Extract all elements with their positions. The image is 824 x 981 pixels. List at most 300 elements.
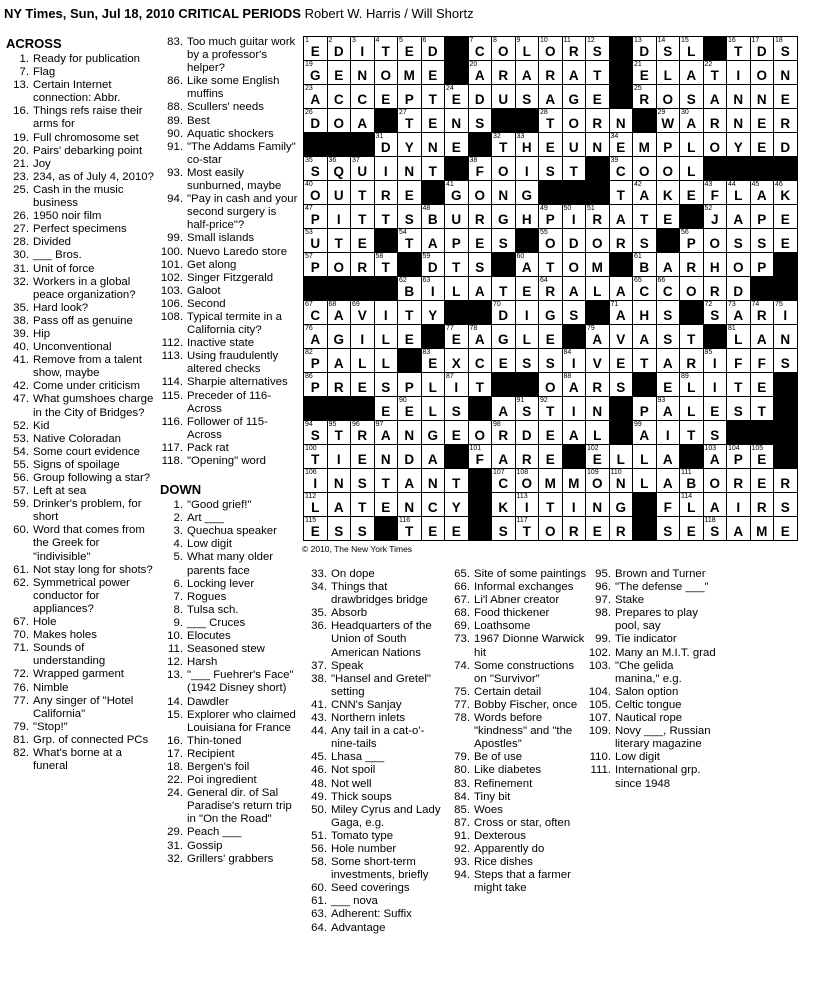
grid-cell	[609, 373, 633, 397]
grid-cell	[562, 349, 586, 373]
clue-text: Headquarters of the Union of South American Nations	[331, 620, 432, 659]
clue-item	[6, 616, 156, 629]
cell-letter: E	[381, 404, 391, 419]
grid-cell	[374, 157, 398, 181]
black-square	[727, 157, 751, 181]
clue-number: 91.	[167, 140, 183, 153]
clue-item	[304, 764, 447, 777]
cell-number: 96	[352, 421, 360, 428]
grid-cell	[515, 469, 539, 493]
clue-item	[447, 791, 587, 804]
cell-letter: E	[428, 68, 438, 83]
clue-item	[447, 633, 587, 659]
cell-letter: E	[757, 476, 767, 491]
clue-number: 52.	[13, 419, 29, 432]
clue-text: Symmetrical power conductor for appliances?	[33, 576, 130, 615]
cell-letter: E	[404, 188, 414, 203]
clue-text: Sounds of understanding	[33, 642, 106, 668]
clue-number: 1.	[173, 499, 183, 512]
clue-item	[6, 380, 156, 393]
clue-item	[447, 699, 587, 712]
grid-cell	[304, 253, 328, 277]
cell-letter: A	[756, 188, 767, 203]
cell-letter: K	[498, 500, 509, 515]
grid-cell	[374, 85, 398, 109]
grid-cell	[703, 181, 727, 205]
grid-cell	[468, 445, 492, 469]
clue-item	[6, 223, 156, 236]
cell-letter: S	[357, 476, 367, 491]
grid-cell	[680, 349, 704, 373]
clue-text: Drinker's problem, for short	[33, 498, 142, 524]
cell-number: 83	[422, 349, 431, 356]
cell-letter: A	[568, 380, 579, 395]
clue-text: "Stop!"	[33, 720, 68, 733]
grid-cell	[727, 301, 751, 325]
clue-text: Signs of spoilage	[33, 458, 120, 471]
clue-number: 20.	[13, 144, 29, 157]
grid-cell	[539, 61, 563, 85]
cell-letter: R	[474, 212, 485, 227]
clue-number: 76.	[13, 681, 29, 694]
clue-text: Hole number	[331, 842, 397, 855]
grid-cell	[327, 445, 351, 469]
black-square	[633, 373, 657, 397]
grid-cell	[750, 109, 774, 133]
black-square	[609, 85, 633, 109]
grid-cell	[492, 445, 516, 469]
grid-cell	[586, 253, 610, 277]
cell-letter: G	[615, 500, 626, 515]
grid-cell	[327, 301, 351, 325]
clue-text: Joy	[33, 157, 51, 170]
cell-letter: L	[522, 332, 531, 347]
cell-letter: A	[474, 332, 485, 347]
clue-item	[160, 128, 298, 141]
clue-item	[588, 686, 718, 699]
grid-cell	[562, 373, 586, 397]
clue-item	[304, 751, 447, 764]
clue-number: 13.	[13, 79, 29, 92]
clue-item	[588, 607, 718, 633]
cell-letter: H	[709, 260, 720, 275]
cell-number: 25	[634, 85, 642, 92]
cell-letter: G	[450, 188, 462, 203]
cell-letter: O	[309, 188, 321, 203]
clue-text: Certain Internet connection: Abbr.	[33, 79, 121, 105]
cell-letter: F	[475, 164, 484, 179]
cell-letter: N	[498, 188, 509, 203]
clue-item	[160, 630, 298, 643]
cell-letter: S	[451, 404, 461, 419]
clue-text: Recipient	[187, 747, 235, 760]
clue-item	[160, 696, 298, 709]
grid-cell	[351, 37, 375, 61]
cell-letter: E	[451, 332, 461, 347]
clue-text: Celtic tongue	[615, 698, 682, 711]
cell-letter: N	[615, 116, 626, 131]
copyright-notice: © 2010, The New York Times	[302, 544, 413, 554]
grid-cell	[656, 373, 680, 397]
cell-number: 30	[681, 109, 689, 116]
clue-item	[447, 581, 587, 594]
grid-cell	[351, 61, 375, 85]
cell-letter: T	[452, 476, 461, 491]
clue-number: 18.	[167, 760, 183, 773]
cell-letter: A	[310, 332, 321, 347]
cell-letter: D	[780, 140, 791, 155]
clue-number: 60.	[13, 524, 29, 537]
cell-number: 106	[305, 469, 317, 476]
clue-text: Words before "kindness" and "the Apostles"	[474, 712, 573, 751]
clue-number: 67.	[454, 594, 470, 607]
clue-text: Be of use	[474, 751, 523, 764]
black-square	[374, 229, 398, 253]
clue-item	[6, 53, 156, 66]
clue-item	[6, 171, 156, 184]
cell-letter: E	[757, 140, 767, 155]
grid-cell	[468, 349, 492, 373]
cell-letter: I	[524, 500, 529, 515]
clue-number: 92.	[454, 842, 470, 855]
grid-cell	[468, 325, 492, 349]
grid-cell	[468, 157, 492, 181]
grid-cell	[680, 37, 704, 61]
clue-text: Perfect specimens	[33, 223, 127, 236]
grid-cell	[374, 133, 398, 157]
clue-number: 61.	[13, 563, 29, 576]
grid-cell	[492, 421, 516, 445]
clue-item	[6, 328, 156, 341]
grid-cell	[515, 421, 539, 445]
clue-number: 99.	[167, 232, 183, 245]
clue-item	[160, 350, 298, 376]
cell-letter: A	[521, 260, 532, 275]
grid-cell	[327, 205, 351, 229]
cell-letter: U	[498, 92, 509, 107]
grid-cell	[327, 253, 351, 277]
clue-text: Divided	[33, 236, 71, 249]
clue-text: On dope	[331, 568, 375, 580]
clue-number: 35.	[13, 301, 29, 314]
grid-cell	[609, 157, 633, 181]
cell-number: 86	[305, 373, 313, 380]
cell-letter: E	[475, 236, 485, 251]
grid-cell	[586, 277, 610, 301]
black-square	[445, 445, 469, 469]
clue-text: Miley Cyrus and Lady Gaga, e.g.	[331, 803, 441, 829]
cell-letter: R	[545, 68, 556, 83]
grid-cell	[656, 277, 680, 301]
cell-letter: M	[591, 260, 603, 275]
cell-number: 41	[446, 181, 454, 188]
grid-cell	[539, 421, 563, 445]
cell-letter: O	[333, 260, 344, 275]
grid-cell	[421, 517, 445, 541]
clue-item	[160, 840, 298, 853]
cell-letter: B	[639, 260, 650, 275]
grid-cell	[304, 181, 328, 205]
cell-number: 74	[751, 301, 760, 308]
grid-cell	[633, 181, 657, 205]
clue-text: Seasoned stew	[187, 643, 265, 656]
cell-letter: A	[404, 476, 415, 491]
cell-letter: S	[780, 500, 790, 515]
grid-cell	[421, 493, 445, 517]
cell-letter: E	[498, 356, 508, 371]
grid-cell	[586, 229, 610, 253]
grid-cell	[680, 253, 704, 277]
grid-cell	[703, 109, 727, 133]
clue-text: Northern inlets	[331, 712, 406, 725]
grid-cell	[750, 85, 774, 109]
cell-letter: E	[545, 428, 555, 443]
clue-item	[6, 315, 156, 328]
grid-cell	[562, 61, 586, 85]
clue-item	[6, 105, 156, 131]
clue-number: 69.	[454, 620, 470, 633]
grid-cell	[421, 445, 445, 469]
clue-text: Typical termite in a California city?	[187, 310, 282, 337]
clue-text: International grp. since 1948	[615, 764, 701, 790]
clue-number: 83.	[167, 36, 183, 48]
grid-cell	[633, 349, 657, 373]
clue-list	[160, 499, 298, 866]
cell-number: 10	[540, 37, 548, 44]
grid-cell	[351, 181, 375, 205]
grid-cell	[304, 445, 328, 469]
grid-cell	[421, 37, 445, 61]
cell-number: 73	[728, 301, 736, 308]
black-square	[327, 277, 351, 301]
grid-cell	[656, 517, 680, 541]
cell-letter: S	[733, 236, 743, 251]
cell-letter: E	[780, 212, 790, 227]
cell-number: 3	[352, 37, 356, 44]
grid-cell	[750, 229, 774, 253]
cell-letter: A	[380, 428, 391, 443]
cell-number: 90	[399, 397, 407, 404]
clue-text: Hole	[33, 616, 57, 629]
clue-number: 71.	[13, 642, 29, 655]
clue-number: 116.	[161, 415, 183, 428]
clue-number: 72.	[13, 668, 29, 681]
clue-text: Remove from a talent show, maybe	[33, 354, 142, 380]
clue-number: 5.	[173, 551, 183, 564]
cell-number: 39	[610, 157, 619, 164]
cell-number: 33	[516, 133, 525, 140]
grid-cell	[492, 229, 516, 253]
grid-cell	[703, 133, 727, 157]
clue-number: 14.	[167, 695, 183, 708]
cell-letter: I	[524, 308, 529, 323]
cell-letter: D	[310, 116, 321, 131]
cell-letter: T	[381, 476, 390, 491]
cell-letter: D	[474, 92, 485, 107]
cell-letter: C	[498, 476, 509, 491]
clue-text: Get along	[187, 258, 237, 271]
cell-number: 110	[610, 469, 622, 476]
black-square	[609, 421, 633, 445]
cell-letter: I	[360, 332, 365, 347]
down-clues-column-3	[304, 568, 447, 935]
cell-number: 98	[493, 421, 501, 428]
cell-letter: L	[640, 452, 649, 467]
cell-number: 79	[587, 325, 595, 332]
cell-number: 118	[704, 517, 716, 524]
clue-number: 22.	[167, 774, 183, 787]
cell-letter: E	[404, 44, 414, 59]
clue-text: Flag	[33, 66, 56, 79]
clue-number: 106.	[160, 297, 183, 310]
grid-cell	[703, 61, 727, 85]
cell-letter: A	[333, 500, 344, 515]
grid-cell	[304, 37, 328, 61]
grid-cell	[586, 109, 610, 133]
black-square	[680, 205, 704, 229]
grid-cell	[445, 349, 469, 373]
grid-cell	[750, 493, 774, 517]
cell-letter: T	[616, 188, 625, 203]
grid-cell	[515, 37, 539, 61]
clue-text: Any singer of "Hotel California"	[33, 694, 134, 720]
grid-cell	[633, 85, 657, 109]
clue-item	[588, 594, 718, 607]
grid-cell	[656, 109, 680, 133]
grid-cell	[398, 397, 422, 421]
cell-letter: I	[571, 356, 576, 371]
cell-letter: E	[357, 236, 367, 251]
grid-cell	[680, 493, 704, 517]
black-square	[774, 277, 798, 301]
cell-letter: L	[687, 380, 696, 395]
grid-cell	[445, 469, 469, 493]
cell-letter: R	[709, 116, 720, 131]
cell-letter: E	[310, 44, 320, 59]
cell-letter: G	[568, 92, 579, 107]
black-square	[609, 397, 633, 421]
grid-cell	[515, 205, 539, 229]
cell-letter: E	[780, 524, 790, 539]
grid-cell	[656, 205, 680, 229]
cell-letter: A	[333, 356, 344, 371]
cell-letter: M	[403, 68, 415, 83]
grid-cell	[750, 373, 774, 397]
cell-letter: E	[357, 380, 367, 395]
cell-number: 31	[375, 133, 384, 140]
cell-letter: E	[357, 452, 367, 467]
across-heading: ACROSS	[6, 36, 62, 51]
grid-cell	[398, 229, 422, 253]
grid-cell	[774, 349, 798, 373]
cell-number: 105	[751, 445, 764, 452]
grid-cell	[492, 37, 516, 61]
clue-number: 53.	[13, 432, 29, 445]
cell-letter: V	[592, 356, 602, 371]
cell-letter: C	[474, 44, 485, 59]
clue-number: 101.	[160, 258, 183, 271]
cell-letter: D	[568, 236, 579, 251]
clue-item	[6, 668, 156, 681]
cell-letter: S	[710, 428, 720, 443]
clue-number: 6.	[173, 577, 183, 590]
clue-item	[160, 298, 298, 311]
grid-cell	[468, 229, 492, 253]
cell-letter: O	[544, 380, 556, 395]
clue-number: 13.	[167, 669, 183, 682]
black-square	[586, 157, 610, 181]
clue-text: Some constructions on "Survivor"	[474, 659, 575, 685]
clue-item	[588, 647, 718, 660]
clue-number: 34.	[311, 581, 327, 594]
clue-item	[160, 285, 298, 298]
clue-text: "Good grief!"	[187, 499, 252, 512]
cell-letter: A	[686, 116, 697, 131]
grid-cell	[727, 205, 751, 229]
grid-cell	[703, 301, 727, 325]
grid-cell	[515, 301, 539, 325]
grid-cell	[539, 277, 563, 301]
clue-text: Nuevo Laredo store	[187, 245, 288, 258]
clue-number: 70.	[13, 629, 29, 642]
cell-letter: P	[686, 236, 696, 251]
cell-letter: R	[686, 260, 697, 275]
cell-letter: C	[357, 92, 368, 107]
cell-letter: P	[310, 260, 320, 275]
grid-cell	[492, 325, 516, 349]
clue-number: 85.	[454, 803, 470, 816]
cell-letter: I	[336, 452, 341, 467]
cell-number: 62	[399, 277, 407, 284]
cell-letter: S	[569, 308, 579, 323]
cell-letter: M	[568, 476, 580, 491]
grid-cell	[562, 253, 586, 277]
grid-cell	[703, 349, 727, 373]
cell-number: 22	[704, 61, 713, 68]
grid-cell	[656, 181, 680, 205]
clue-text: Left at sea	[33, 485, 87, 498]
cell-number: 63	[422, 277, 431, 284]
clue-text: What's borne at a funeral	[33, 746, 122, 773]
clue-number: 79.	[454, 751, 470, 764]
grid-cell	[327, 493, 351, 517]
grid-cell	[492, 517, 516, 541]
grid-cell	[445, 421, 469, 445]
clue-text: Pack rat	[187, 441, 229, 454]
grid-cell	[562, 469, 586, 493]
clue-number: 41.	[13, 354, 29, 367]
grid-cell	[586, 445, 610, 469]
clue-number: 114.	[161, 376, 183, 389]
cell-number: 115	[305, 517, 317, 524]
grid-cell	[727, 109, 751, 133]
clue-text: Not well	[331, 777, 372, 790]
clue-number: 84.	[454, 790, 470, 803]
clue-text: Things that drawbridges bridge	[331, 581, 428, 607]
clue-text: Bobby Fischer, once	[474, 698, 578, 711]
cell-letter: S	[780, 356, 790, 371]
clue-item	[6, 354, 156, 380]
cell-number: 16	[728, 37, 736, 44]
cell-letter: M	[638, 140, 650, 155]
grid-cell	[562, 133, 586, 157]
grid-cell	[609, 301, 633, 325]
cell-letter: S	[663, 524, 673, 539]
cell-letter: A	[615, 308, 626, 323]
clue-number: 83.	[454, 777, 470, 790]
cell-letter: E	[686, 524, 696, 539]
clue-number: 97.	[595, 594, 611, 607]
